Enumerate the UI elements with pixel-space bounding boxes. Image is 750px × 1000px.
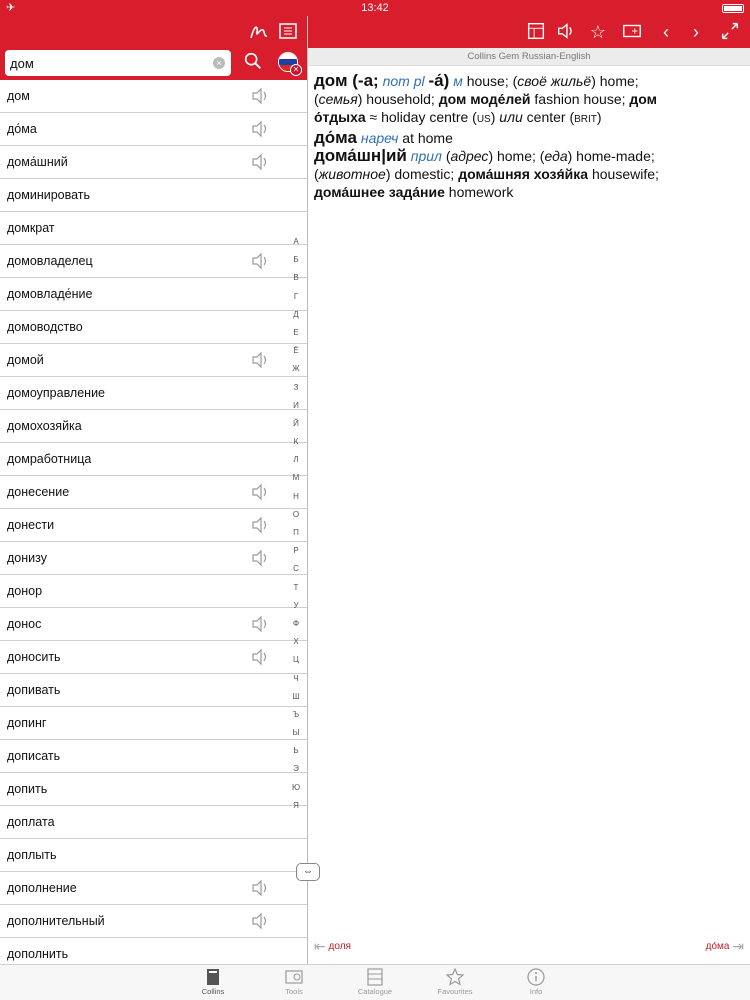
tab-label: Collins — [201, 987, 225, 996]
alphabet-index[interactable] — [288, 233, 304, 815]
article-toolbar — [308, 16, 750, 48]
alphabet-letter[interactable]: Ц — [293, 655, 299, 665]
word-list-item[interactable] — [0, 476, 307, 509]
word-label: допинг — [7, 716, 47, 730]
word-list-item[interactable] — [0, 839, 307, 872]
add-card-icon[interactable] — [620, 20, 644, 44]
word-label: домой — [7, 353, 44, 367]
dictionary-article — [314, 72, 744, 201]
word-list-item[interactable] — [0, 245, 307, 278]
star-icon — [425, 967, 485, 987]
fulltext-search-icon[interactable] — [241, 50, 265, 74]
word-label: допить — [7, 782, 48, 796]
next-entry-link[interactable] — [706, 938, 744, 955]
word-list-item[interactable] — [0, 278, 307, 311]
book-icon — [183, 967, 243, 987]
alphabet-letter[interactable]: Ь — [293, 746, 299, 756]
grammar-label: прил — [410, 148, 442, 164]
phrase[interactable]: дома́шнее зада́ние — [314, 184, 445, 200]
word-label: дополнительный — [7, 914, 105, 928]
headword: дом (-а; — [314, 71, 379, 90]
word-label: донос — [7, 617, 42, 631]
word-label: дописать — [7, 749, 61, 763]
word-label: донесение — [7, 485, 70, 499]
word-list-item[interactable] — [0, 608, 307, 641]
word-list-item[interactable] — [0, 938, 307, 964]
word-label: домовладелец — [7, 254, 93, 268]
alphabet-letter[interactable]: М — [292, 473, 300, 483]
speaker-icon[interactable] — [251, 483, 271, 501]
status-time: 13:42 — [361, 2, 389, 14]
alphabet-letter[interactable]: Л — [293, 455, 299, 465]
previous-entry-link[interactable] — [314, 938, 351, 955]
word-list-item[interactable] — [0, 641, 307, 674]
usage-note: адрес — [450, 148, 489, 164]
speaker-icon[interactable] — [251, 120, 271, 138]
previous-entry-label: доля — [328, 941, 351, 953]
alphabet-letter[interactable]: Х — [293, 637, 299, 647]
word-list-item[interactable] — [0, 377, 307, 410]
word-list-item[interactable] — [0, 509, 307, 542]
airplane-mode-icon: ✈ — [6, 2, 16, 14]
favourite-star-icon[interactable]: ☆ — [589, 22, 607, 42]
translation-text: housewife; — [591, 166, 659, 182]
grammar-label: nom pl — [382, 73, 425, 89]
alphabet-letter[interactable]: Я — [293, 800, 299, 810]
translation-text: house; ( — [466, 73, 518, 89]
translation-text: ) domestic; — [385, 166, 455, 182]
next-entry-label: до́ма — [705, 941, 730, 953]
alphabet-letter[interactable]: Г — [293, 291, 299, 301]
alphabet-letter[interactable]: Е — [293, 327, 299, 337]
speaker-icon[interactable] — [554, 20, 578, 44]
word-list-item[interactable] — [0, 443, 307, 476]
translation-text: ) household; — [357, 91, 435, 107]
alphabet-letter[interactable]: Ш — [292, 691, 300, 701]
punct: ( — [314, 166, 319, 182]
headword-plural: -а́) — [428, 71, 450, 90]
word-label: домкрат — [7, 221, 55, 235]
word-label: доминировать — [7, 188, 91, 202]
alphabet-letter[interactable]: Д — [293, 309, 299, 319]
alphabet-letter[interactable]: З — [293, 382, 299, 392]
dictionary-name: Collins Gem Russian-English — [308, 48, 750, 66]
word-label: донор — [7, 584, 43, 598]
alphabet-letter[interactable]: Ю — [291, 782, 301, 792]
alphabet-letter[interactable]: Э — [293, 764, 299, 774]
tab-label: Favourites — [437, 987, 473, 996]
tab-collins[interactable] — [183, 967, 243, 996]
clear-search-icon[interactable]: × — [213, 57, 225, 69]
word-list-item[interactable] — [0, 311, 307, 344]
catalogue-icon — [345, 967, 405, 987]
alphabet-letter[interactable]: К — [293, 437, 299, 447]
search-box — [5, 50, 231, 76]
speaker-icon[interactable] — [251, 351, 271, 369]
speaker-icon[interactable] — [251, 549, 271, 567]
handwriting-icon[interactable] — [246, 20, 270, 44]
word-list-item[interactable] — [0, 542, 307, 575]
translation-text: center ( — [526, 109, 575, 125]
alphabet-letter[interactable]: А — [293, 237, 299, 246]
usage-note: животное — [318, 166, 386, 182]
alphabet-letter[interactable]: С — [293, 564, 299, 574]
next-arrow-icon: ⇥ — [732, 938, 744, 954]
gender-label: м — [453, 73, 463, 89]
battery-icon — [722, 4, 744, 13]
word-list-item[interactable] — [0, 740, 307, 773]
word-label: доплыть — [7, 848, 57, 862]
translation-text: ) home-made; — [567, 148, 655, 164]
headword: до́ма — [314, 128, 357, 147]
morphology-icon[interactable] — [276, 20, 300, 44]
tab-favourites[interactable] — [425, 967, 485, 996]
word-list-item[interactable] — [0, 773, 307, 806]
word-label: домоуправление — [7, 386, 106, 400]
alphabet-letter[interactable]: Ы — [292, 728, 300, 738]
back-arrow-icon[interactable]: ‹ — [663, 22, 669, 42]
alphabet-letter[interactable]: Р — [293, 546, 299, 556]
translation-text: homework — [448, 184, 514, 200]
info-icon — [506, 967, 566, 987]
word-label: дома́шний — [7, 155, 68, 169]
word-label: донизу — [7, 551, 47, 565]
word-list-item[interactable] — [0, 212, 307, 245]
word-list-item[interactable] — [0, 674, 307, 707]
alphabet-letter[interactable]: Б — [293, 255, 299, 265]
alphabet-letter[interactable]: Ъ — [292, 709, 300, 719]
speaker-icon[interactable] — [251, 615, 271, 633]
usage-note: своё жильё — [517, 73, 592, 89]
alphabet-letter[interactable]: Ф — [292, 618, 300, 628]
usage-note: или — [499, 109, 523, 125]
forward-arrow-icon[interactable]: › — [693, 22, 699, 42]
tab-label: Catalogue — [357, 987, 393, 996]
speaker-icon[interactable] — [251, 879, 271, 897]
alphabet-letter[interactable]: Й — [293, 418, 299, 428]
word-list-item[interactable] — [0, 344, 307, 377]
alphabet-letter[interactable]: Т — [293, 582, 299, 592]
word-label: домохозяйка — [7, 419, 82, 433]
alphabet-letter[interactable]: Ч — [293, 673, 299, 683]
usage-note: семья — [318, 91, 358, 107]
alphabet-letter[interactable]: В — [293, 273, 299, 283]
pane-divider — [307, 16, 308, 964]
table-icon[interactable] — [524, 20, 548, 44]
region-label: BRIT — [574, 114, 597, 125]
usage-note: еда — [544, 148, 568, 164]
speaker-icon[interactable] — [251, 516, 271, 534]
word-list-item[interactable] — [0, 707, 307, 740]
punct: ( — [314, 91, 319, 107]
word-list-item[interactable] — [0, 113, 307, 146]
word-label: доносить — [7, 650, 61, 664]
translation-text: ≈ holiday centre ( — [369, 109, 477, 125]
phrase[interactable]: дом моде́лей — [438, 91, 531, 107]
word-list-item[interactable] — [0, 905, 307, 938]
speaker-icon[interactable] — [251, 648, 271, 666]
speaker-icon[interactable] — [251, 87, 271, 105]
word-label: дом — [7, 89, 30, 103]
speaker-icon[interactable] — [251, 252, 271, 270]
speaker-icon[interactable] — [251, 153, 271, 171]
translation-text: ) home; ( — [488, 148, 545, 164]
tab-bar — [0, 964, 750, 1000]
word-label: доплата — [7, 815, 55, 829]
phrase[interactable]: дома́шняя хозя́йка — [458, 166, 589, 182]
tools-icon — [264, 967, 324, 987]
word-list-item[interactable] — [0, 410, 307, 443]
alphabet-letter[interactable]: Ё — [293, 346, 299, 356]
word-label: дополнение — [7, 881, 77, 895]
punct: ( — [445, 148, 451, 164]
alphabet-letter[interactable]: Н — [293, 491, 299, 501]
word-list-item[interactable] — [0, 146, 307, 179]
punct: ) — [596, 109, 602, 125]
word-list-item[interactable] — [0, 80, 307, 113]
search-input[interactable] — [5, 50, 205, 76]
alphabet-letter[interactable]: У — [293, 600, 299, 610]
tab-info[interactable] — [506, 967, 566, 996]
word-label: донести — [7, 518, 55, 532]
tab-tools[interactable] — [264, 967, 324, 996]
word-list-item[interactable] — [0, 179, 307, 212]
word-label: домоводство — [7, 320, 83, 334]
previous-arrow-icon: ⇤ — [314, 938, 326, 954]
alphabet-letter[interactable]: О — [292, 509, 300, 519]
translation-text: ) home; — [591, 73, 639, 89]
status-bar — [0, 0, 750, 16]
word-label: домработница — [7, 452, 92, 466]
alphabet-letter[interactable]: И — [293, 400, 299, 410]
english-flag-icon[interactable]: ✕ — [290, 64, 302, 76]
pane-resize-handle[interactable]: ⇔ — [296, 863, 320, 881]
word-list[interactable] — [0, 80, 307, 964]
punct: ) — [490, 109, 496, 125]
alphabet-letter[interactable]: Ж — [292, 364, 300, 374]
word-list-item[interactable] — [0, 575, 307, 608]
word-label: допивать — [7, 683, 61, 697]
tab-label: Info — [529, 987, 543, 996]
list-header — [0, 16, 307, 80]
tab-label: Tools — [285, 987, 303, 996]
word-label: домовладе́ние — [7, 287, 93, 301]
word-list-item[interactable] — [0, 806, 307, 839]
article-navigation — [308, 936, 750, 956]
headword: дома́шн|ий — [314, 146, 407, 165]
translation-text: fashion house; — [534, 91, 626, 107]
word-list-item[interactable] — [0, 872, 307, 905]
word-label: до́ма — [7, 122, 37, 136]
translation-text: at home — [402, 130, 453, 146]
speaker-icon[interactable] — [251, 912, 271, 930]
grammar-label: нареч — [360, 130, 399, 146]
alphabet-letter[interactable]: П — [293, 528, 299, 537]
fullscreen-icon[interactable] — [718, 20, 742, 44]
tab-catalogue[interactable] — [345, 967, 405, 996]
region-label: US — [476, 114, 491, 125]
word-label: дополнить — [7, 947, 69, 961]
phrase[interactable]: дом — [629, 91, 658, 107]
phrase[interactable]: о́тдыха — [314, 109, 366, 125]
